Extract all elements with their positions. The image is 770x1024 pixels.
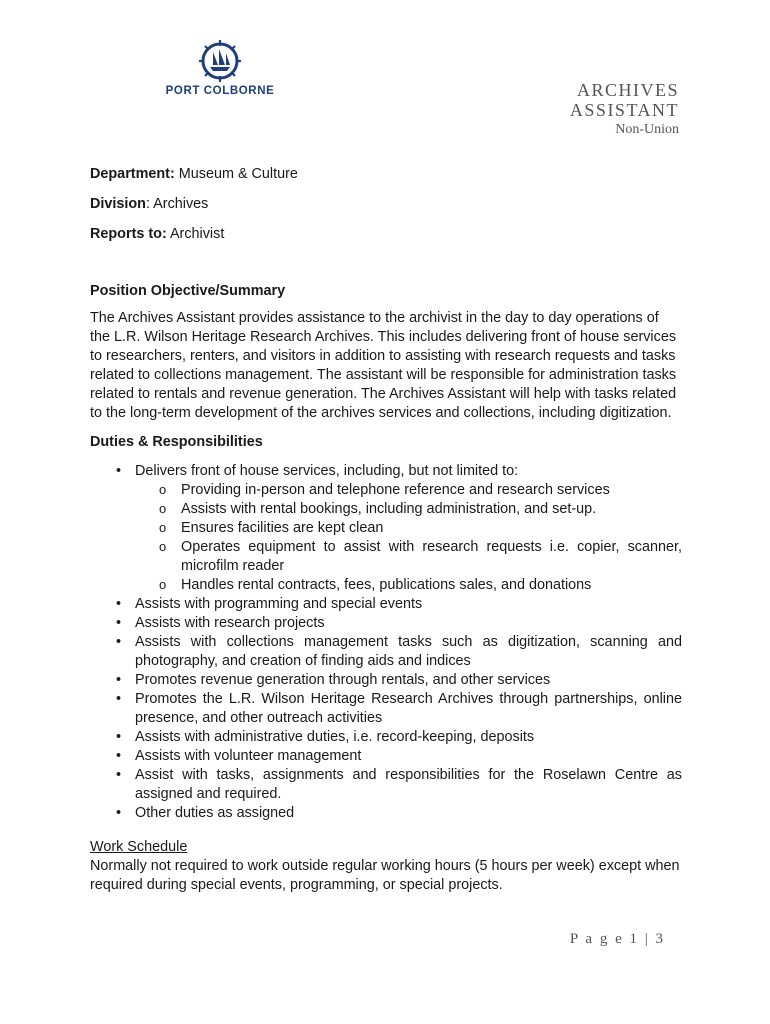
sub-list-item: o Ensures facilities are kept clean — [135, 519, 682, 538]
reports-value: Archivist — [166, 226, 225, 242]
objective-title: Position Objective/Summary — [90, 283, 286, 299]
reports-label: Reports to: — [90, 226, 167, 242]
port-colborne-logo — [150, 40, 290, 102]
list-item: • Assists with collections management tasks such as digitization, scanning and photography, and creation of finding aids and indices — [90, 633, 682, 671]
list-item: • Promotes revenue generation through rentals, and other services — [90, 671, 682, 690]
duties-sublist — [135, 481, 682, 595]
duties-title: Duties & Responsibilities — [90, 434, 263, 450]
sub-list-item: o Providing in-person and telephone reference and research services — [135, 481, 682, 500]
document-title-block — [570, 80, 679, 138]
sub-list-item: o Operates equipment to assist with research requests i.e. copier, scanner, microfilm reader — [135, 538, 682, 576]
document-body — [90, 165, 682, 895]
list-item: • Other duties as assigned — [90, 804, 682, 823]
department-value: Museum & Culture — [174, 166, 298, 182]
list-item: • Assists with volunteer management — [90, 747, 682, 766]
duty-first: Delivers front of house services, including, but not limited to: — [135, 463, 519, 479]
division-label: Division — [90, 196, 146, 212]
title-line-2: ASSISTANT — [569, 100, 679, 120]
objective-text: The Archives Assistant provides assistance to the archivist in the day to day operations of the L.R. Wilson Heritage Research Archives. This includes delivering front of house services to researchers, renters, and visitors in addition to assisting with research requests and tasks related to collections management. The assistant will be responsible for administration tasks related to rentals and revenue generation. The Archives Assistant will help with tasks related to the long-term development of the archives services and collections, including digitization. — [90, 310, 677, 421]
list-item: • Assists with research projects — [90, 614, 682, 633]
list-item: • Assists with programming and special events — [90, 595, 682, 614]
page-number: P a g e 1 | 3 — [569, 931, 665, 947]
list-item: • Assists with administrative duties, i.e. record-keeping, deposits — [90, 728, 682, 747]
list-item — [90, 462, 682, 595]
reports-to-field — [90, 225, 682, 244]
list-item: • Assist with tasks, assignments and responsibilities for the Roselawn Centre as assigned and required. — [90, 766, 682, 804]
department-label: Department: — [90, 166, 175, 182]
ship-wheel-icon — [193, 40, 247, 84]
work-schedule-title: Work Schedule — [90, 839, 188, 855]
division-field — [90, 195, 682, 214]
duties-list — [90, 462, 682, 823]
logo-text: PORT COLBORNE — [165, 85, 275, 97]
sub-list-item: o Assists with rental bookings, including administration, and set-up. — [135, 500, 682, 519]
list-item: • Promotes the L.R. Wilson Heritage Research Archives through partnerships, online presence, and other outreach activities — [90, 690, 682, 728]
division-value: : Archives — [145, 196, 209, 212]
department-field — [90, 165, 682, 184]
sub-list-item: o Handles rental contracts, fees, publications sales, and donations — [135, 576, 682, 595]
work-schedule-text: Normally not required to work outside regular working hours (5 hours per week) except when required during special events, programming, or special projects. — [90, 858, 680, 893]
subtitle: Non-Union — [615, 122, 679, 137]
title-line-1: ARCHIVES — [576, 80, 679, 100]
